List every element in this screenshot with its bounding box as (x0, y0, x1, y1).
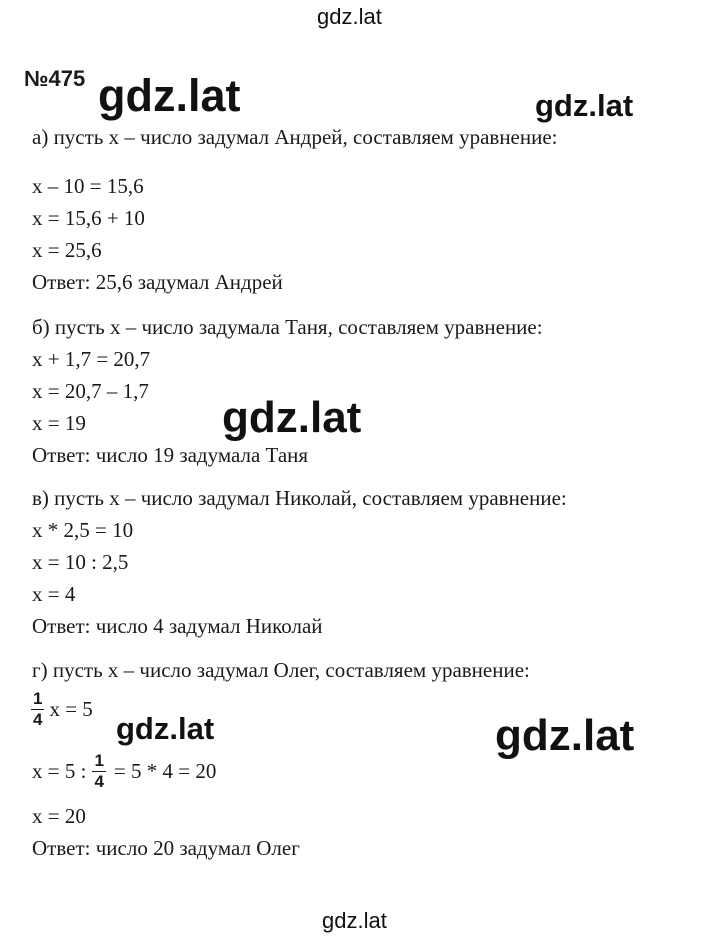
part-v-step-2: х = 10 : 2,5 (32, 550, 129, 574)
part-b-step-3: х = 19 (32, 411, 86, 435)
watermark-top: gdz.lat (317, 4, 382, 29)
fraction-denominator: 4 (33, 709, 43, 729)
part-g-step-3: х = 20 (32, 804, 86, 828)
part-b-answer: Ответ: число 19 задумала Таня (32, 443, 309, 467)
fraction-numerator: 1 (94, 751, 104, 770)
part-a-intro: а) пусть х – число задумал Андрей, составляем уравнение: (32, 125, 558, 149)
part-g-step-1 (28, 690, 93, 729)
part-a-step-3: х = 25,6 (32, 238, 102, 262)
part-v-step-1: х * 2,5 = 10 (32, 518, 134, 542)
part-b-intro: б) пусть х – число задумала Таня, составляем уравнение: (32, 315, 543, 339)
part-g-step-2 (32, 752, 216, 791)
part-g-step-2-left: х = 5 : (32, 758, 87, 783)
part-v-step-3: х = 4 (32, 582, 76, 606)
fraction-numerator: 1 (33, 689, 43, 708)
fraction (92, 752, 105, 791)
part-v-intro: в) пусть х – число задумал Николай, составляем уравнение: (32, 486, 567, 510)
watermark-large: gdz.lat (98, 70, 241, 121)
part-g-answer: Ответ: число 20 задумал Олег (32, 836, 300, 860)
watermark-bottom: gdz.lat (322, 908, 387, 933)
task-number: №475 (24, 66, 86, 91)
part-a-step-2: х = 15,6 + 10 (32, 206, 145, 230)
part-a-step-1: х – 10 = 15,6 (32, 174, 144, 198)
part-v-answer: Ответ: число 4 задумал Николай (32, 614, 323, 638)
part-g-step-1-text: х = 5 (49, 696, 93, 721)
part-a-answer: Ответ: 25,6 задумал Андрей (32, 270, 283, 294)
watermark-large: gdz.lat (495, 711, 635, 760)
watermark-large: gdz.lat (116, 711, 215, 746)
part-g-intro: г) пусть х – число задумал Олег, составляем уравнение: (32, 658, 530, 682)
part-b-step-1: х + 1,7 = 20,7 (32, 347, 151, 371)
part-b-step-2: х = 20,7 – 1,7 (32, 379, 149, 403)
watermark-large: gdz.lat (535, 88, 634, 123)
part-g-step-2-right: = 5 * 4 = 20 (113, 758, 217, 783)
fraction (31, 690, 44, 729)
watermark-large: gdz.lat (222, 393, 362, 442)
fraction-denominator: 4 (94, 771, 104, 791)
